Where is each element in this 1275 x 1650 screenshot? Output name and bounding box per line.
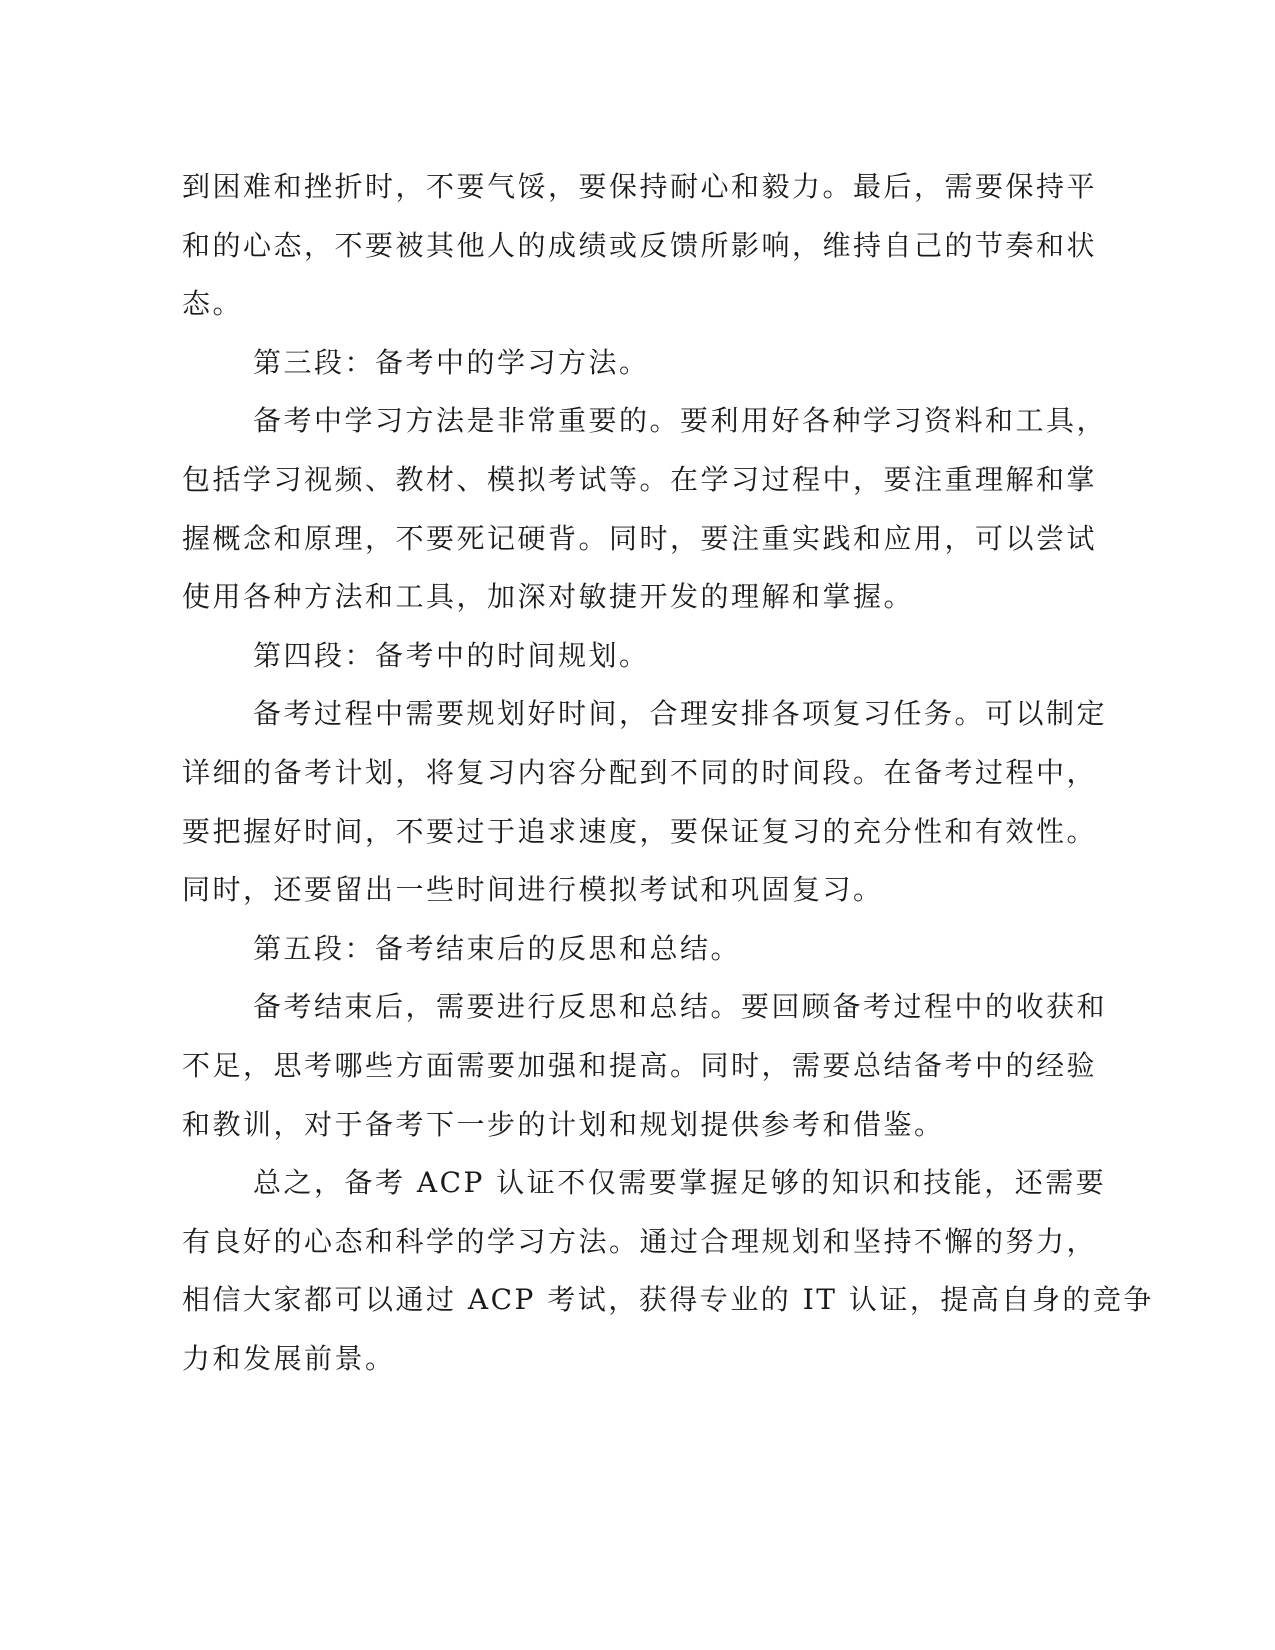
text-line: 包括学习视频、教材、模拟考试等。在学习过程中，要注重理解和掌 bbox=[182, 462, 1098, 496]
text-line: 备考结束后，需要进行反思和总结。要回顾备考过程中的收获和 bbox=[253, 990, 1108, 1024]
text-line: 同时，还要留出一些时间进行模拟考试和巩固复习。 bbox=[182, 873, 884, 907]
text-line: 相信大家都可以通过 ACP 考试，获得专业的 IT 认证，提高自身的竞争 bbox=[182, 1283, 1154, 1317]
text-line: 总之，备考 ACP 认证不仅需要掌握足够的知识和技能，还需要 bbox=[253, 1166, 1107, 1200]
section-heading: 第五段：备考结束后的反思和总结。 bbox=[253, 931, 742, 965]
text-line: 到困难和挫折时，不要气馁，要保持耐心和毅力。最后，需要保持平 bbox=[182, 170, 1098, 203]
text-line: 要把握好时间，不要过于追求速度，要保证复习的充分性和有效性。 bbox=[182, 814, 1098, 848]
text-line: 使用各种方法和工具，加深对敏捷开发的理解和掌握。 bbox=[182, 580, 915, 614]
text-line: 态。 bbox=[182, 287, 244, 321]
text-line: 和教训，对于备考下一步的计划和规划提供参考和借鉴。 bbox=[182, 1107, 945, 1141]
text-line: 备考中学习方法是非常重要的。要利用好各种学习资料和工具， bbox=[253, 404, 1108, 438]
text-line: 力和发展前景。 bbox=[182, 1341, 396, 1375]
document-body bbox=[182, 158, 1154, 1388]
section-heading: 第四段：备考中的时间规划。 bbox=[253, 638, 650, 672]
text-line: 详细的备考计划，将复习内容分配到不同的时间段。在备考过程中， bbox=[182, 755, 1098, 789]
text-line: 备考过程中需要规划好时间，合理安排各项复习任务。可以制定 bbox=[253, 697, 1108, 731]
section-heading: 第三段：备考中的学习方法。 bbox=[253, 345, 650, 379]
text-line: 不足，思考哪些方面需要加强和提高。同时，需要总结备考中的经验 bbox=[182, 1048, 1098, 1082]
text-line: 有良好的心态和科学的学习方法。通过合理规划和坚持不懈的努力， bbox=[182, 1224, 1098, 1258]
text-line: 和的心态，不要被其他人的成绩或反馈所影响，维持自己的节奏和状 bbox=[182, 228, 1098, 262]
text-line: 握概念和原理，不要死记硬背。同时，要注重实践和应用，可以尝试 bbox=[182, 521, 1098, 555]
